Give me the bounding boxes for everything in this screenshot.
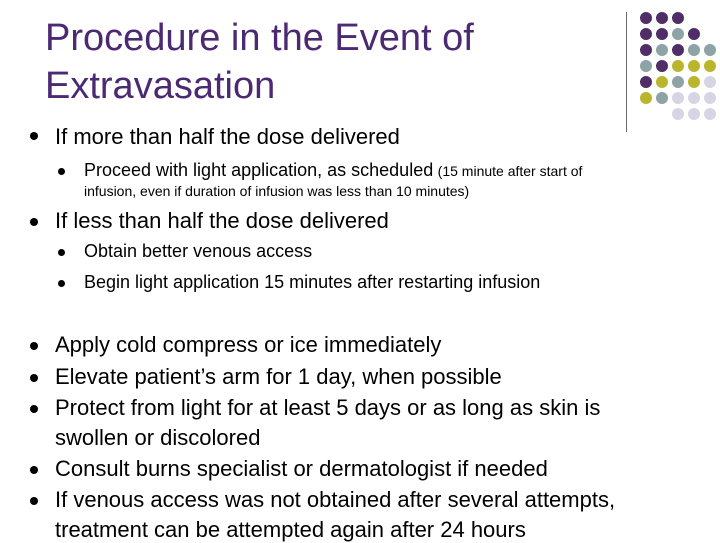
- decorative-dot: [640, 44, 652, 56]
- decorative-dot: [704, 76, 716, 88]
- decorative-divider: [626, 12, 627, 132]
- decorative-dot: [656, 76, 668, 88]
- bullet-dot: [30, 374, 38, 382]
- sub-bullet-dot: [58, 168, 65, 175]
- proceed-light-note-cont: infusion, even if duration of infusion was less than 10 minutes): [84, 183, 470, 199]
- decorative-dot: [640, 28, 652, 40]
- bullet-less-than-half: If less than half the dose delivered: [55, 208, 389, 233]
- decorative-dot: [640, 60, 652, 72]
- action-cold-compress: Apply cold compress or ice immediately: [55, 332, 442, 357]
- sub-bullet-dot: [58, 280, 65, 287]
- decorative-dot: [656, 60, 668, 72]
- bullet-dot: [30, 497, 38, 505]
- bullet-dot: [30, 342, 38, 350]
- decorative-dot: [656, 12, 668, 24]
- decorative-dot: [672, 76, 684, 88]
- title-line-1: Procedure in the Event of: [45, 17, 474, 59]
- action-protect-light-line2: swollen or discolored: [55, 425, 261, 450]
- decorative-dot: [704, 44, 716, 56]
- decorative-dot: [656, 92, 668, 104]
- decorative-dot: [688, 44, 700, 56]
- decorative-dot: [672, 28, 684, 40]
- decorative-dot: [688, 76, 700, 88]
- decorative-dot: [656, 28, 668, 40]
- action-consult-specialist: Consult burns specialist or dermatologist if needed: [55, 456, 548, 481]
- decorative-dot: [688, 60, 700, 72]
- action-protect-light-line1: Protect from light for at least 5 days or as long as skin is: [55, 395, 601, 420]
- decorative-dot: [640, 92, 652, 104]
- action-venous-retry-line1: If venous access was not obtained after several attempts,: [55, 487, 616, 512]
- bullet-more-than-half: If more than half the dose delivered: [55, 124, 400, 149]
- action-venous-retry-line2: treatment can be attempted again after 24 hours: [55, 517, 526, 542]
- decorative-dot: [672, 60, 684, 72]
- proceed-light-note: (15 minute after start of: [437, 163, 583, 179]
- bullet-dot: [30, 466, 38, 474]
- title-line-2: Extravasation: [45, 65, 276, 107]
- decorative-dot: [656, 44, 668, 56]
- action-elevate-arm: Elevate patient’s arm for 1 day, when possible: [55, 364, 502, 389]
- proceed-light-text: Proceed with light application, as scheduled: [84, 160, 434, 180]
- decorative-dot: [688, 28, 700, 40]
- decorative-dot: [704, 108, 716, 120]
- sub-bullet-begin-light: Begin light application 15 minutes after restarting infusion: [84, 272, 541, 292]
- sub-bullet-dot: [58, 249, 65, 256]
- sub-bullet-venous-access: Obtain better venous access: [84, 241, 313, 261]
- decorative-dot: [688, 92, 700, 104]
- sub-bullet-proceed-light: [84, 160, 582, 181]
- bullet-dot: [30, 218, 38, 226]
- decorative-dot: [672, 12, 684, 24]
- decorative-dot: [704, 60, 716, 72]
- slide-title: [45, 14, 565, 110]
- bullet-dot: [30, 132, 38, 140]
- bullet-dot: [30, 405, 38, 413]
- decorative-dot: [640, 76, 652, 88]
- decorative-dot: [672, 92, 684, 104]
- decorative-dot: [704, 92, 716, 104]
- decorative-dot: [672, 108, 684, 120]
- decorative-dot: [640, 12, 652, 24]
- decorative-dot: [688, 108, 700, 120]
- decorative-dot: [672, 44, 684, 56]
